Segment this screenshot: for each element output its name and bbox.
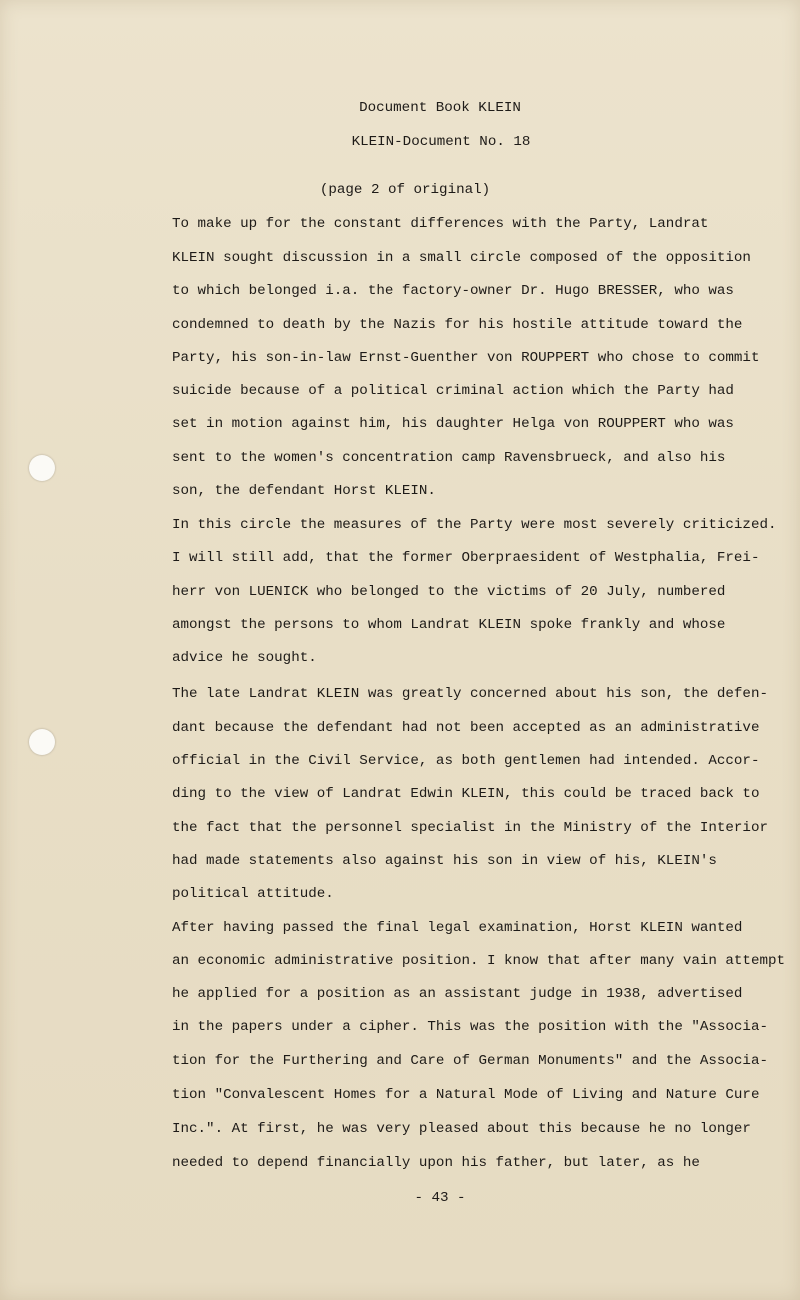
body-line: advice he sought. <box>172 650 317 666</box>
body-line: tion for the Furthering and Care of German Monuments" and the Associa- <box>172 1053 768 1069</box>
body-line: tion "Convalescent Homes for a Natural Mode of Living and Nature Cure <box>172 1087 760 1103</box>
body-line: ding to the view of Landrat Edwin KLEIN, this could be traced back to <box>172 786 760 802</box>
body-line: political attitude. <box>172 886 334 902</box>
body-line: After having passed the final legal examination, Horst KLEIN wanted <box>172 920 743 936</box>
body-line: suicide because of a political criminal action which the Party had <box>172 383 734 399</box>
page-number: - 43 - <box>414 1190 466 1206</box>
document-book-title: Document Book KLEIN <box>359 100 521 116</box>
body-line: the fact that the personnel specialist in the Ministry of the Interior <box>172 820 768 836</box>
body-line: he applied for a position as an assistant judge in 1938, advertised <box>172 986 743 1002</box>
page-of-original-note: (page 2 of original) <box>319 182 491 198</box>
body-line: Inc.". At first, he was very pleased about this because he no longer <box>172 1121 751 1137</box>
body-line: dant because the defendant had not been accepted as an administrative <box>172 720 760 736</box>
punch-hole-bottom <box>29 729 55 755</box>
body-line: herr von LUENICK who belonged to the victims of 20 July, numbered <box>172 584 726 600</box>
body-line: son, the defendant Horst KLEIN. <box>172 483 436 499</box>
body-line: KLEIN sought discussion in a small circle composed of the opposition <box>172 250 751 266</box>
body-line: In this circle the measures of the Party were most severely criticized. <box>172 517 777 533</box>
body-line: amongst the persons to whom Landrat KLEIN spoke frankly and whose <box>172 617 726 633</box>
body-line: set in motion against him, his daughter Helga von ROUPPERT who was <box>172 416 734 432</box>
body-line: condemned to death by the Nazis for his hostile attitude toward the <box>172 317 743 333</box>
body-line: The late Landrat KLEIN was greatly concerned about his son, the defen- <box>172 686 768 702</box>
body-line: Party, his son-in-law Ernst-Guenther von ROUPPERT who chose to commit <box>172 350 760 366</box>
body-line: to which belonged i.a. the factory-owner Dr. Hugo BRESSER, who was <box>172 283 734 299</box>
body-line: had made statements also against his son in view of his, KLEIN's <box>172 853 717 869</box>
body-line: To make up for the constant differences with the Party, Landrat <box>172 216 709 232</box>
body-line: official in the Civil Service, as both gentlemen had intended. Accor- <box>172 753 760 769</box>
body-line: an economic administrative position. I know that after many vain attempt <box>172 953 785 969</box>
body-line: I will still add, that the former Oberpraesident of Westphalia, Frei- <box>172 550 760 566</box>
document-number: KLEIN-Document No. 18 <box>351 134 531 150</box>
body-line: needed to depend financially upon his father, but later, as he <box>172 1155 700 1171</box>
body-line: in the papers under a cipher. This was the position with the "Associa- <box>172 1019 768 1035</box>
punch-hole-top <box>29 455 55 481</box>
body-line: sent to the women's concentration camp Ravensbrueck, and also his <box>172 450 726 466</box>
